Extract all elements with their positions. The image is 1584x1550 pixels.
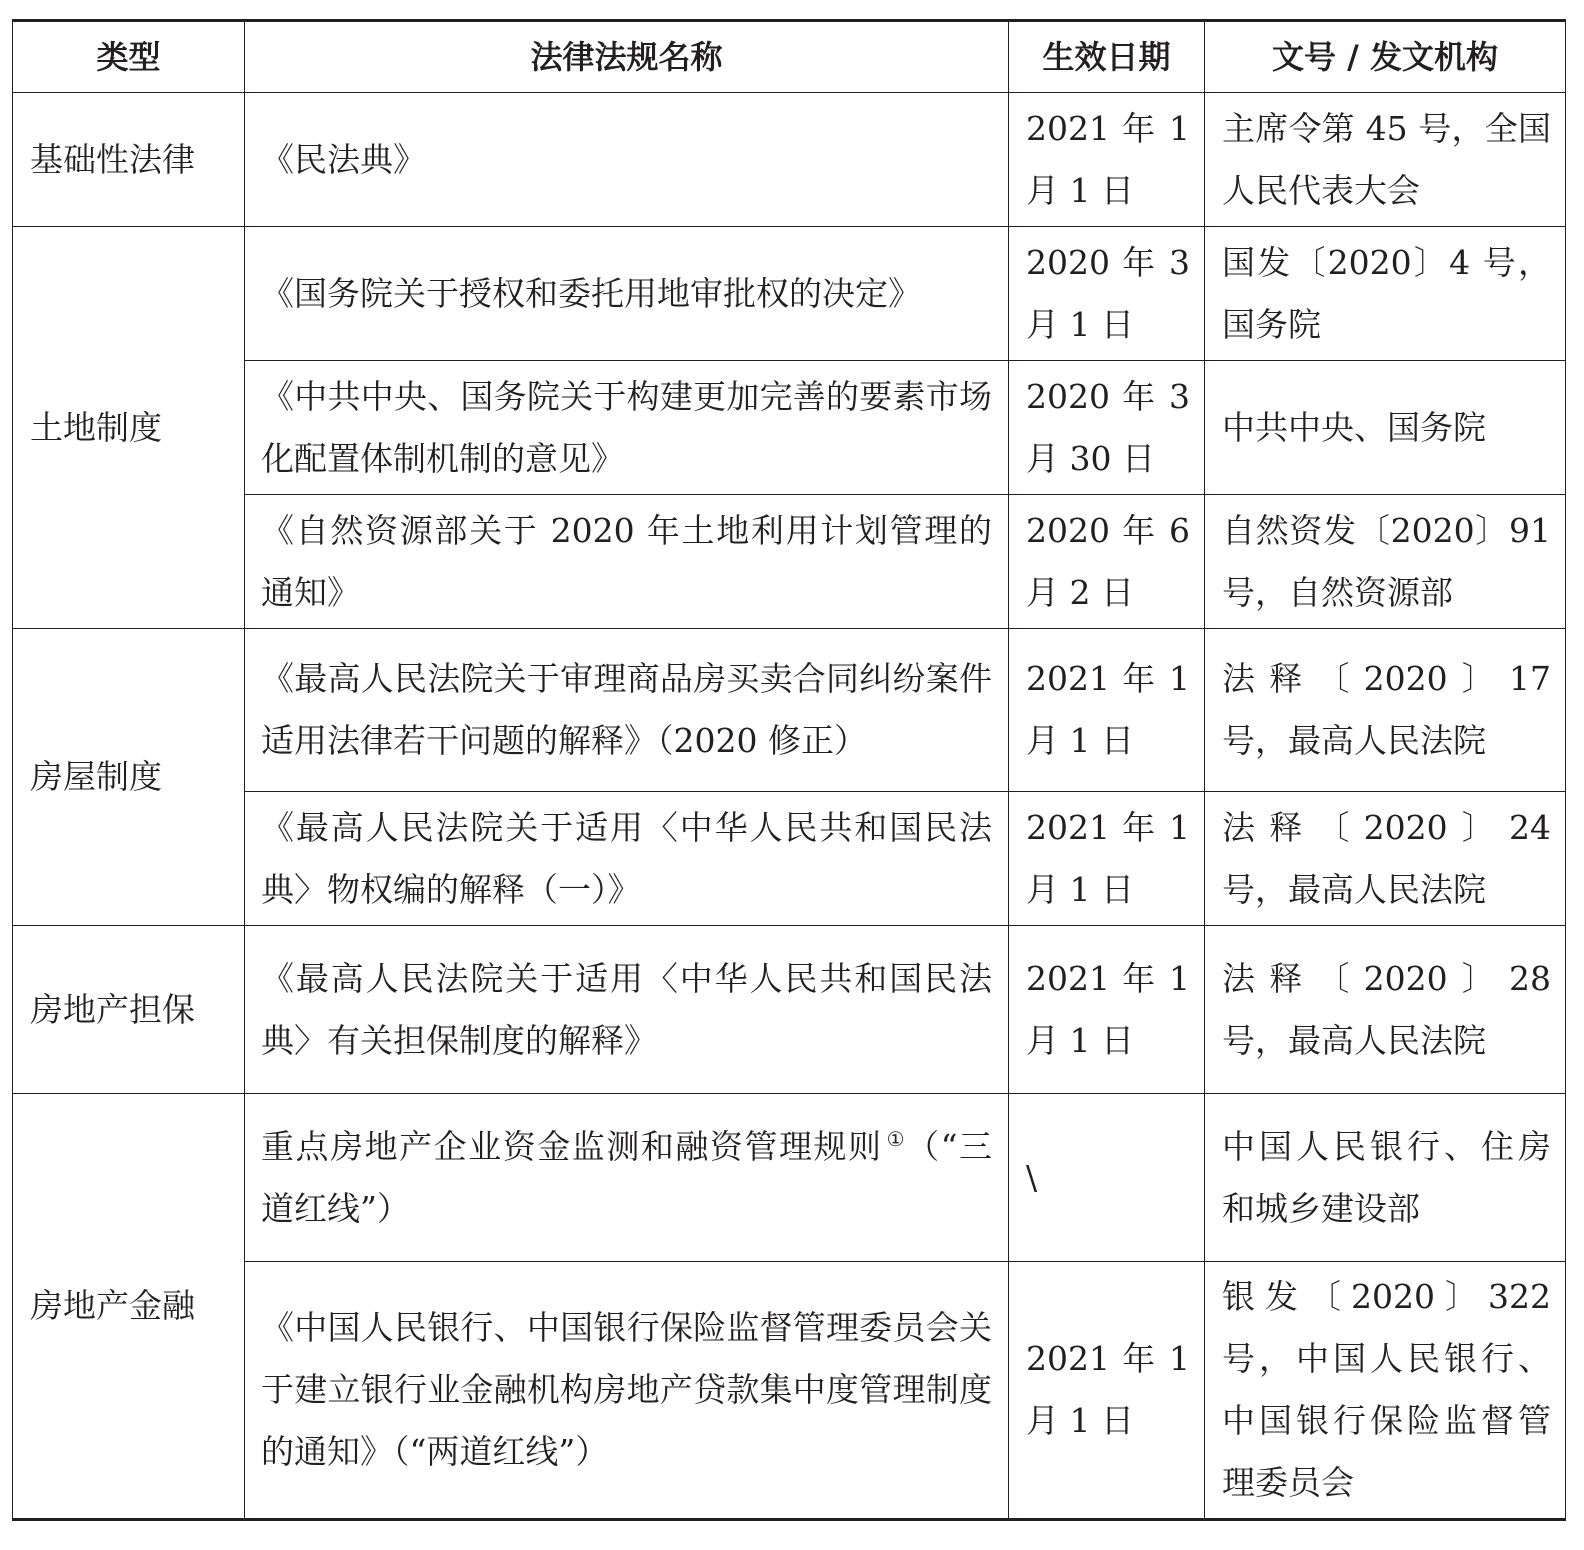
law-name-cell: 《中共中央、国务院关于构建更加完善的要素市场化配置体制机制的意见》 <box>245 361 1009 495</box>
law-name-cell: 《最高人民法院关于适用〈中华人民共和国民法典〉物权编的解释（一）》 <box>245 792 1009 926</box>
doc-number-cell: 国发〔2020〕4 号，国务院 <box>1205 227 1566 361</box>
table-row <box>13 361 1566 495</box>
category-cell: 房地产金融 <box>13 1094 245 1520</box>
doc-number-cell: 主席令第 45 号，全国人民代表大会 <box>1205 93 1566 227</box>
effective-date-cell: 2021 年 1 月 1 日 <box>1009 629 1205 792</box>
doc-number-cell: 自然资发〔2020〕91 号，自然资源部 <box>1205 495 1566 629</box>
table-row <box>13 1262 1566 1520</box>
header-row <box>13 21 1566 93</box>
table-row <box>13 1094 1566 1262</box>
law-table <box>12 19 1566 1521</box>
table-row <box>13 792 1566 926</box>
table-row <box>13 227 1566 361</box>
law-name-cell: 《最高人民法院关于审理商品房买卖合同纠纷案件适用法律若干问题的解释》（2020 修正） <box>245 629 1009 792</box>
law-name-cell: 《中国人民银行、中国银行保险监督管理委员会关于建立银行业金融机构房地产贷款集中度管理制度的通知》（“两道红线”） <box>245 1262 1009 1520</box>
table-row <box>13 495 1566 629</box>
effective-date-cell: 2021 年 1 月 1 日 <box>1009 93 1205 227</box>
table-row <box>13 926 1566 1094</box>
effective-date-cell: 2020 年 3 月 1 日 <box>1009 227 1205 361</box>
effective-date-cell: \ <box>1009 1094 1205 1262</box>
category-cell: 房地产担保 <box>13 926 245 1094</box>
header-type: 类型 <box>13 21 245 93</box>
category-cell: 基础性法律 <box>13 93 245 227</box>
law-name-cell <box>245 1094 1009 1262</box>
doc-number-cell: 法释〔2020〕28 号，最高人民法院 <box>1205 926 1566 1094</box>
category-cell: 土地制度 <box>13 227 245 629</box>
category-cell: 房屋制度 <box>13 629 245 926</box>
footnote-marker: ① <box>886 1126 907 1151</box>
effective-date-cell: 2021 年 1 月 1 日 <box>1009 792 1205 926</box>
law-name-cell: 《最高人民法院关于适用〈中华人民共和国民法典〉有关担保制度的解释》 <box>245 926 1009 1094</box>
effective-date-cell: 2021 年 1 月 1 日 <box>1009 926 1205 1094</box>
doc-number-cell: 中国人民银行、住房和城乡建设部 <box>1205 1094 1566 1262</box>
law-name-text: 重点房地产企业资金监测和融资管理规则 <box>261 1126 883 1166</box>
table-row <box>13 93 1566 227</box>
header-doc: 文号 / 发文机构 <box>1205 21 1566 93</box>
law-name-suffix: （“三道红线”） <box>261 1126 992 1228</box>
doc-number-cell: 法释〔2020〕17 号，最高人民法院 <box>1205 629 1566 792</box>
effective-date-cell: 2021 年 1 月 1 日 <box>1009 1262 1205 1520</box>
effective-date-cell: 2020 年 3 月 30 日 <box>1009 361 1205 495</box>
effective-date-cell: 2020 年 6 月 2 日 <box>1009 495 1205 629</box>
header-name: 法律法规名称 <box>245 21 1009 93</box>
header-date: 生效日期 <box>1009 21 1205 93</box>
law-name-cell: 《民法典》 <box>245 93 1009 227</box>
doc-number-cell: 法释〔2020〕24 号，最高人民法院 <box>1205 792 1566 926</box>
law-name-cell: 《国务院关于授权和委托用地审批权的决定》 <box>245 227 1009 361</box>
doc-number-cell: 中共中央、国务院 <box>1205 361 1566 495</box>
doc-number-cell: 银发〔2020〕322号，中国人民银行、中国银行保险监督管理委员会 <box>1205 1262 1566 1520</box>
table-row <box>13 629 1566 792</box>
law-name-cell: 《自然资源部关于 2020 年土地利用计划管理的通知》 <box>245 495 1009 629</box>
